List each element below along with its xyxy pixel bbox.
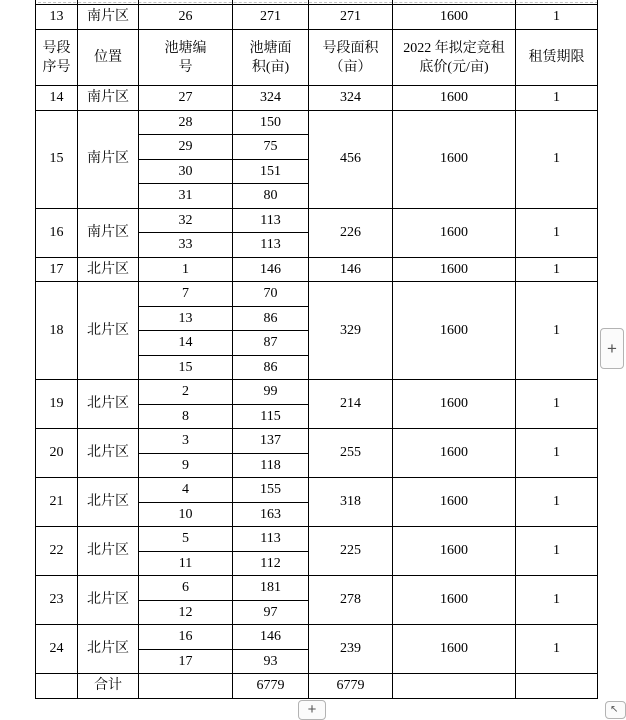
cell-pond-area: 150 — [233, 110, 309, 135]
table-row — [36, 527, 598, 552]
cell-segment-no: 18 — [36, 282, 78, 380]
cell-pond-id: 5 — [139, 527, 233, 552]
cell-pond-area: 86 — [233, 306, 309, 331]
header-line: 底价(元/亩) — [419, 59, 489, 75]
cell-base-price: 1600 — [393, 282, 516, 380]
cell-location: 北片区 — [78, 625, 139, 674]
cell-pond-area: 146 — [233, 625, 309, 650]
cell-segment-area: 146 — [309, 257, 393, 282]
cell-pond-area: 112 — [233, 551, 309, 576]
cell-segment-no: 16 — [36, 208, 78, 257]
table-row — [36, 208, 598, 233]
expand-plus-button[interactable] — [600, 328, 624, 369]
add-row-plus-button[interactable] — [298, 700, 326, 720]
cell-total-pond-area: 6779 — [233, 674, 309, 699]
cell-pond-area: 151 — [233, 159, 309, 184]
cell-segment-no: 13 — [36, 5, 78, 30]
cell-base-price: 1600 — [393, 429, 516, 478]
cell-pond-id: 17 — [139, 649, 233, 674]
cell-pond-id: 15 — [139, 355, 233, 380]
cell-segment-no: 23 — [36, 576, 78, 625]
header-line: 池塘编 — [164, 40, 207, 56]
cell-pond-area: 146 — [233, 257, 309, 282]
cell-pond-id: 2 — [139, 380, 233, 405]
cell-segment-no: 19 — [36, 380, 78, 429]
cell-pond-id: 7 — [139, 282, 233, 307]
cell-pond-id: 1 — [139, 257, 233, 282]
cell-segment-area: 456 — [309, 110, 393, 208]
table-row — [36, 576, 598, 601]
header-line: 号段 — [42, 40, 71, 56]
cell-segment-area: 226 — [309, 208, 393, 257]
table-row — [36, 429, 598, 454]
cell-segment-area: 324 — [309, 86, 393, 111]
cell-pond-id: 10 — [139, 502, 233, 527]
cell-lease-term: 1 — [516, 282, 598, 380]
cell-pond-area: 93 — [233, 649, 309, 674]
header-line: 2022 年拟定竞租 — [403, 40, 505, 56]
cell-total-empty — [139, 674, 233, 699]
cell-base-price: 1600 — [393, 576, 516, 625]
cell-pond-id: 26 — [139, 5, 233, 30]
cell-lease-term: 1 — [516, 257, 598, 282]
cell-base-price: 1600 — [393, 5, 516, 30]
cell-pond-area: 118 — [233, 453, 309, 478]
cell-base-price: 1600 — [393, 527, 516, 576]
cell-pond-id: 27 — [139, 86, 233, 111]
cell-pond-id: 14 — [139, 331, 233, 356]
cell-base-price: 1600 — [393, 208, 516, 257]
header-line: 租赁期限 — [528, 50, 585, 65]
cell-pond-id: 11 — [139, 551, 233, 576]
cell-lease-term: 1 — [516, 478, 598, 527]
header-line: 号段面积 — [322, 40, 379, 56]
header-line: （亩） — [329, 59, 372, 75]
cell-segment-no: 14 — [36, 86, 78, 111]
arrow-up-left-icon: ↖ — [610, 704, 619, 715]
cell-segment-area: 329 — [309, 282, 393, 380]
cell-lease-term: 1 — [516, 576, 598, 625]
header-line: 积(亩) — [251, 59, 290, 75]
header-line: 池塘面 — [249, 40, 292, 56]
table-row-partial — [36, 5, 598, 30]
table-row — [36, 625, 598, 650]
cell-lease-term: 1 — [516, 429, 598, 478]
cell-pond-area: 137 — [233, 429, 309, 454]
cell-segment-area: 318 — [309, 478, 393, 527]
cell-lease-term: 1 — [516, 208, 598, 257]
cell-lease-term: 1 — [516, 5, 598, 30]
cell-base-price: 1600 — [393, 86, 516, 111]
header-location — [78, 30, 139, 86]
cell-pond-area: 97 — [233, 600, 309, 625]
cell-pond-area: 271 — [233, 5, 309, 30]
cell-pond-id: 13 — [139, 306, 233, 331]
cell-pond-id: 6 — [139, 576, 233, 601]
cell-location: 南片区 — [78, 5, 139, 30]
cell-segment-no: 17 — [36, 257, 78, 282]
cell-segment-area: 278 — [309, 576, 393, 625]
cell-total-label: 合计 — [78, 674, 139, 699]
header-line: 位置 — [94, 50, 122, 65]
table-total-row — [36, 674, 598, 699]
cell-location: 北片区 — [78, 380, 139, 429]
cell-pond-id: 29 — [139, 135, 233, 160]
cell-location: 北片区 — [78, 478, 139, 527]
table-row — [36, 380, 598, 405]
cell-lease-term: 1 — [516, 527, 598, 576]
cell-segment-no: 15 — [36, 110, 78, 208]
plus-icon: + — [307, 701, 317, 718]
cell-location: 北片区 — [78, 576, 139, 625]
header-price — [393, 30, 516, 86]
cell-pond-area: 86 — [233, 355, 309, 380]
table-row — [36, 282, 598, 307]
cell-segment-no: 24 — [36, 625, 78, 674]
cell-pond-area: 181 — [233, 576, 309, 601]
cell-pond-id: 16 — [139, 625, 233, 650]
cell-segment-area: 239 — [309, 625, 393, 674]
cell-pond-area: 163 — [233, 502, 309, 527]
cell-location: 北片区 — [78, 257, 139, 282]
cell-location: 南片区 — [78, 86, 139, 111]
cell-location: 北片区 — [78, 527, 139, 576]
cell-segment-area: 214 — [309, 380, 393, 429]
cell-pond-area: 113 — [233, 527, 309, 552]
cell-pond-area: 113 — [233, 233, 309, 258]
cell-segment-area: 271 — [309, 5, 393, 30]
cell-segment-no: 21 — [36, 478, 78, 527]
cell-base-price: 1600 — [393, 110, 516, 208]
table-row — [36, 478, 598, 503]
cell-total-empty — [516, 674, 598, 699]
cell-base-price: 1600 — [393, 257, 516, 282]
cell-total-seg-area: 6779 — [309, 674, 393, 699]
pond-rental-table — [35, 4, 598, 699]
table-row — [36, 257, 598, 282]
cell-pond-area: 75 — [233, 135, 309, 160]
cell-segment-area: 255 — [309, 429, 393, 478]
cell-location: 南片区 — [78, 110, 139, 208]
cell-pond-id: 3 — [139, 429, 233, 454]
cell-pond-id: 30 — [139, 159, 233, 184]
cell-pond-id: 28 — [139, 110, 233, 135]
cell-pond-id: 4 — [139, 478, 233, 503]
cell-pond-id: 33 — [139, 233, 233, 258]
cell-location: 北片区 — [78, 429, 139, 478]
cell-base-price: 1600 — [393, 380, 516, 429]
header-line: 序号 — [42, 59, 71, 75]
header-pond_no — [139, 30, 233, 86]
cell-pond-area: 155 — [233, 478, 309, 503]
cell-base-price: 1600 — [393, 625, 516, 674]
cell-pond-area: 115 — [233, 404, 309, 429]
header-pond_area — [233, 30, 309, 86]
cell-lease-term: 1 — [516, 110, 598, 208]
cell-pond-area: 324 — [233, 86, 309, 111]
cell-pond-id: 9 — [139, 453, 233, 478]
cell-pond-area: 113 — [233, 208, 309, 233]
header-line: 号 — [178, 59, 193, 75]
cell-pond-area: 99 — [233, 380, 309, 405]
cell-segment-no: 22 — [36, 527, 78, 576]
cell-pond-id: 12 — [139, 600, 233, 625]
header-seg_no — [36, 30, 78, 86]
header-seg_area — [309, 30, 393, 86]
table-row — [36, 86, 598, 111]
cell-pond-id: 32 — [139, 208, 233, 233]
cell-lease-term: 1 — [516, 380, 598, 429]
plus-icon: + — [607, 338, 617, 358]
cell-base-price: 1600 — [393, 478, 516, 527]
cell-segment-area: 225 — [309, 527, 393, 576]
table-header-row — [36, 30, 598, 86]
table-row — [36, 110, 598, 135]
cell-location: 北片区 — [78, 282, 139, 380]
cell-segment-no: 20 — [36, 429, 78, 478]
jump-top-arrow-button[interactable] — [605, 701, 626, 719]
cell-pond-id: 8 — [139, 404, 233, 429]
cell-pond-area: 87 — [233, 331, 309, 356]
text-boundary-dashed-line — [38, 2, 598, 3]
cell-total-empty — [393, 674, 516, 699]
header-term — [516, 30, 598, 86]
cell-pond-id: 31 — [139, 184, 233, 209]
cell-pond-area: 80 — [233, 184, 309, 209]
cell-lease-term: 1 — [516, 86, 598, 111]
cell-location: 南片区 — [78, 208, 139, 257]
cell-pond-area: 70 — [233, 282, 309, 307]
cell-lease-term: 1 — [516, 625, 598, 674]
cell-total-empty — [36, 674, 78, 699]
